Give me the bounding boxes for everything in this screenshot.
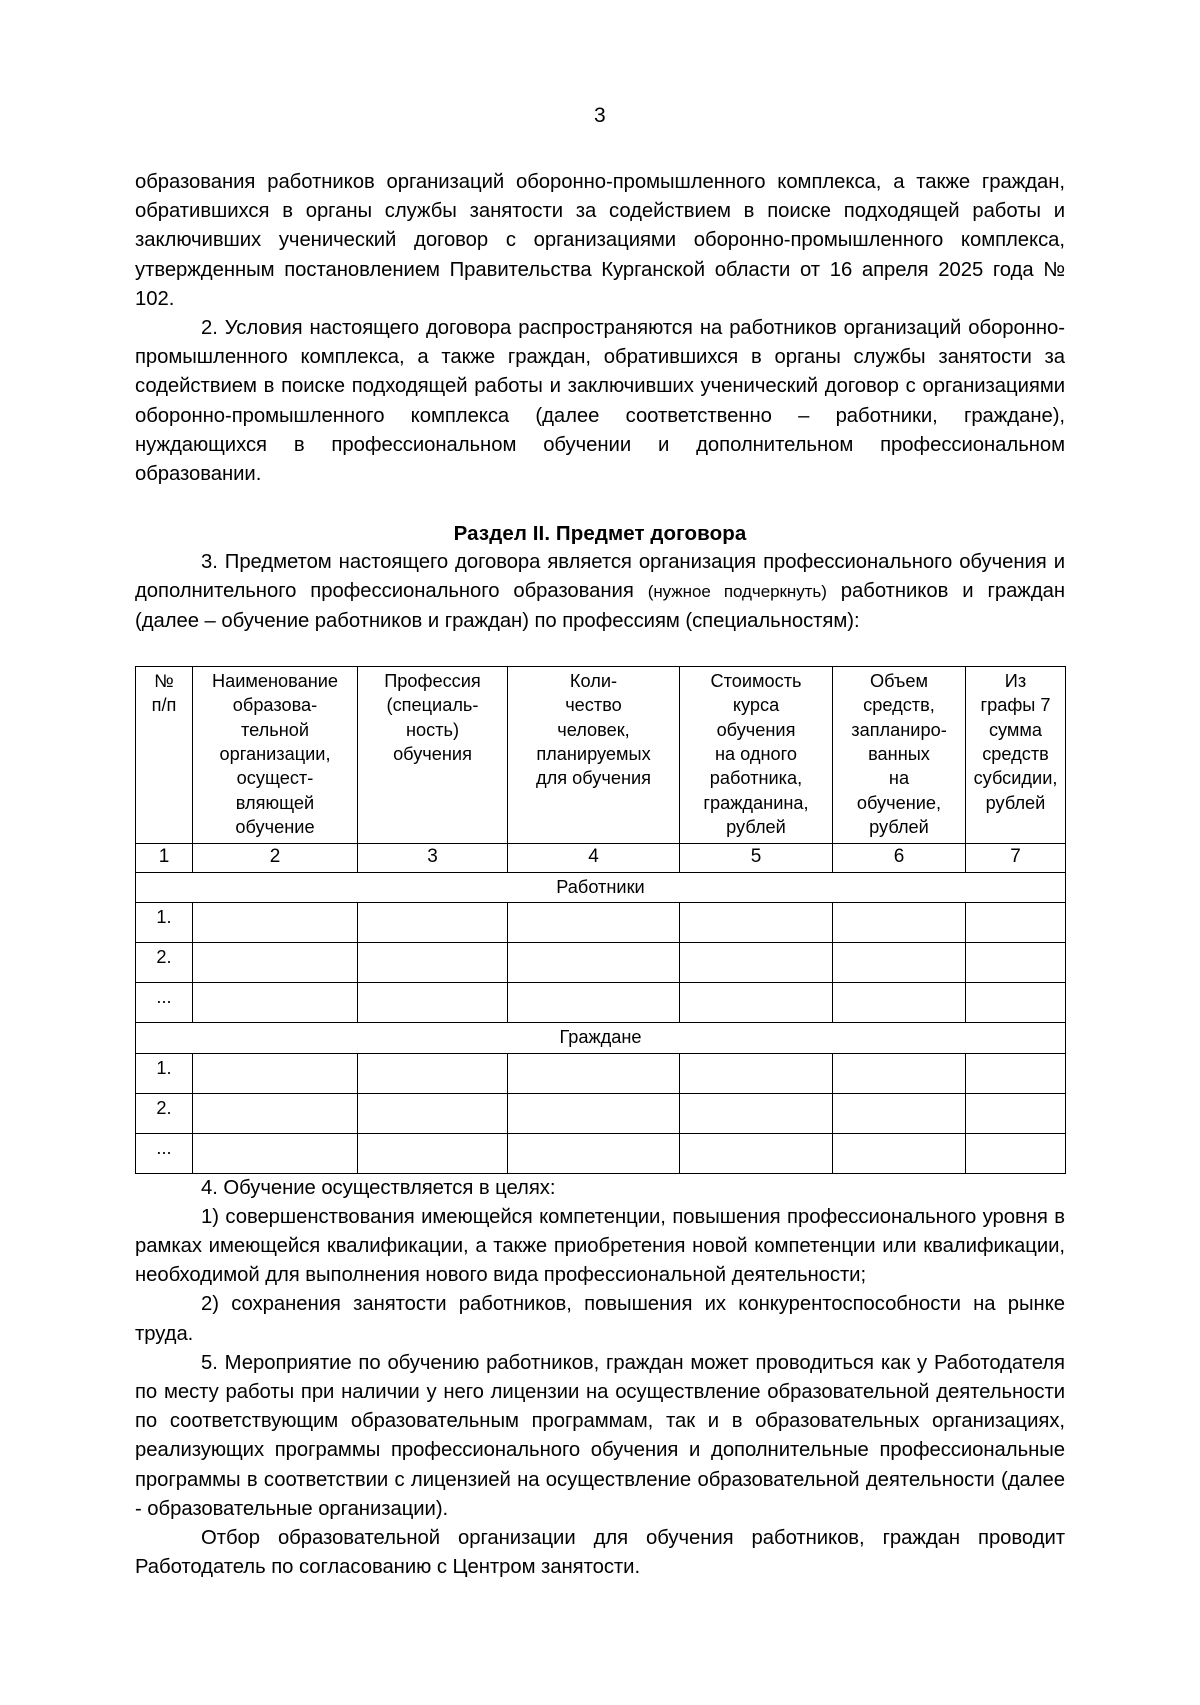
header-line: ность) xyxy=(405,719,460,740)
cell-empty[interactable] xyxy=(966,1093,1066,1133)
header-line: графы 7 xyxy=(980,695,1051,716)
header-line: рублей xyxy=(726,817,786,838)
page-number: 3 xyxy=(594,104,606,127)
clause-3-inline-note: (нужное подчеркнуть) xyxy=(647,582,827,602)
table-header-cell-1 xyxy=(136,666,193,843)
header-line: запланиро- xyxy=(851,719,947,740)
table-header-cell-3 xyxy=(358,666,508,843)
cell-empty[interactable] xyxy=(358,943,508,983)
header-line: Объем xyxy=(870,670,928,691)
header-line: вляющей xyxy=(235,792,315,813)
paragraph-clause-3 xyxy=(135,548,1065,636)
header-line: обучение, xyxy=(856,792,942,813)
table-header-cell-5 xyxy=(680,666,833,843)
section-heading: Раздел II. Предмет договора xyxy=(453,522,747,546)
cell-empty[interactable] xyxy=(193,1053,358,1093)
cell-empty[interactable] xyxy=(966,903,1066,943)
cell-empty[interactable] xyxy=(358,1053,508,1093)
header-line: обучения xyxy=(393,744,472,765)
column-number: 7 xyxy=(966,843,1066,872)
cell-empty[interactable] xyxy=(193,943,358,983)
table-row xyxy=(136,943,1066,983)
header-line: образова- xyxy=(232,695,318,716)
header-line: на xyxy=(888,768,910,789)
column-number: 4 xyxy=(508,843,680,872)
row-number: ... xyxy=(136,1133,193,1173)
table-row xyxy=(136,1133,1066,1173)
table-row xyxy=(136,903,1066,943)
cell-empty[interactable] xyxy=(680,943,833,983)
cell-empty[interactable] xyxy=(193,983,358,1023)
column-number: 2 xyxy=(193,843,358,872)
training-plan-table xyxy=(135,666,1066,1174)
header-line: рублей xyxy=(985,792,1046,813)
header-line: средств, xyxy=(863,695,935,716)
header-line: планируемых xyxy=(536,744,651,765)
header-line: организации, xyxy=(219,744,331,765)
cell-empty[interactable] xyxy=(966,1133,1066,1173)
row-number: 2. xyxy=(136,943,193,983)
paragraph-clause-5-continued: Отбор образовательной организации для обучения работников, граждан проводит Работодатель по согласованию с Центром занятости. xyxy=(135,1526,1065,1579)
paragraph-clause-5: 5. Мероприятие по обучению работников, граждан может проводиться как у Работодателя по месту работы при наличии у него лицензии на осуществление образовательной деятельности по соответствующим образовательным программам, так и в образовательных организациях, реализующих программы профессионального обучения и дополнительные профессиональные программы в соответствии с лицензией на осуществление образовательной деятельности (далее - образовательные организации). xyxy=(135,1351,1065,1520)
paragraph-clause-4-2: 2) сохранения занятости работников, повышения их конкурентоспособности на рынке труда. xyxy=(135,1293,1065,1345)
table-header-cell-6 xyxy=(833,666,966,843)
cell-empty[interactable] xyxy=(966,943,1066,983)
table-group-header-row xyxy=(136,1023,1066,1053)
header-line: средств xyxy=(982,744,1049,765)
column-number: 3 xyxy=(358,843,508,872)
cell-empty[interactable] xyxy=(358,903,508,943)
paragraph-clause-2: 2. Условия настоящего договора распространяются на работников организаций оборонно-промышленного комплекса, а также граждан, обратившихся в органы службы занятости за содействием в поиске подходящей работы и заключивших ученический договор с организациями оборонно-промышленного комплекса (далее соответственно – работники, граждане), нуждающихся в профессиональном обучении и дополнительном профессиональном образовании. xyxy=(135,317,1065,486)
row-number: ... xyxy=(136,983,193,1023)
header-line: (специаль- xyxy=(386,695,479,716)
table-header xyxy=(136,666,1066,872)
header-line: чество xyxy=(565,695,622,716)
header-line: обучение xyxy=(235,817,315,838)
table-header-cell-7 xyxy=(966,666,1066,843)
header-line: обучения xyxy=(716,719,796,740)
column-number: 6 xyxy=(833,843,966,872)
table-row xyxy=(136,1093,1066,1133)
cell-empty[interactable] xyxy=(193,903,358,943)
paragraph-clause-4: 4. Обучение осуществляется в целях: xyxy=(201,1176,556,1199)
header-line: гражданина, xyxy=(703,792,809,813)
column-number: 1 xyxy=(136,843,193,872)
header-line: Наименование xyxy=(211,670,339,691)
cell-empty[interactable] xyxy=(508,1133,680,1173)
paragraph-continued: образования работников организаций оборонно-промышленного комплекса, а также граждан, обратившихся в органы службы занятости за содействием в поиске подходящей работы и заключивших ученический договор с организациями оборонно-промышленного комплекса, утвержденным постановлением Правительства Курганской области от 16 апреля 2025 года № 102. xyxy=(135,171,1065,310)
header-line: Стоимость xyxy=(710,670,802,691)
paragraph-clause-4-1: 1) совершенствования имеющейся компетенции, повышения профессионального уровня в рамках имеющейся квалификации, а также приобретения новой компетенции или квалификации, необходимой для выполнения нового вида профессиональной деятельности; xyxy=(135,1205,1065,1287)
header-line: субсидии, xyxy=(973,768,1058,789)
table-group-header-row xyxy=(136,872,1066,902)
header-line: осущест- xyxy=(236,768,314,789)
cell-empty[interactable] xyxy=(680,983,833,1023)
row-number: 2. xyxy=(136,1093,193,1133)
header-line: для обучения xyxy=(536,768,651,789)
table-row xyxy=(136,1053,1066,1093)
header-line: курса xyxy=(732,695,780,716)
cell-empty[interactable] xyxy=(358,1093,508,1133)
table-header-cell-4 xyxy=(508,666,680,843)
header-line: ванных xyxy=(868,744,930,765)
cell-empty[interactable] xyxy=(833,943,966,983)
header-line: на одного xyxy=(714,744,798,765)
header-line: тельной xyxy=(240,719,310,740)
document-content xyxy=(135,168,1065,1582)
cell-empty[interactable] xyxy=(833,1133,966,1173)
table-column-number-row xyxy=(136,843,1066,872)
header-line: рублей xyxy=(869,817,929,838)
clause-3-text-part-1: 3. Предметом настоящего договора является организация профессионального обучения и дополнительного профессионального образования xyxy=(135,551,1065,603)
cell-empty[interactable] xyxy=(358,983,508,1023)
cell-empty[interactable] xyxy=(508,1053,680,1093)
column-number: 5 xyxy=(680,843,833,872)
table-row xyxy=(136,983,1066,1023)
header-line: работника, xyxy=(709,768,803,789)
cell-empty[interactable] xyxy=(833,983,966,1023)
header-line: № xyxy=(154,670,174,691)
cell-empty[interactable] xyxy=(680,903,833,943)
table-header-row xyxy=(136,666,1066,843)
cell-empty[interactable] xyxy=(508,943,680,983)
cell-empty[interactable] xyxy=(508,983,680,1023)
header-line: п/п xyxy=(151,695,177,716)
cell-empty[interactable] xyxy=(680,1053,833,1093)
group-label-citizens: Граждане xyxy=(136,1023,1066,1053)
header-line: сумма xyxy=(988,719,1043,740)
cell-empty[interactable] xyxy=(833,903,966,943)
cell-empty[interactable] xyxy=(680,1093,833,1133)
header-line: человек, xyxy=(557,719,630,740)
cell-empty[interactable] xyxy=(193,1133,358,1173)
clause-3-text-part-2: работников и граждан (далее – обучение работников и граждан) по профессиям (специальностям): xyxy=(135,580,1065,632)
cell-empty[interactable] xyxy=(358,1133,508,1173)
header-line: Из xyxy=(1004,670,1027,691)
group-label-workers: Работники xyxy=(136,872,1066,902)
table-header-cell-2 xyxy=(193,666,358,843)
cell-empty[interactable] xyxy=(193,1093,358,1133)
row-number: 1. xyxy=(136,1053,193,1093)
row-number: 1. xyxy=(136,903,193,943)
cell-empty[interactable] xyxy=(833,1093,966,1133)
cell-empty[interactable] xyxy=(680,1133,833,1173)
cell-empty[interactable] xyxy=(508,903,680,943)
table-body xyxy=(136,872,1066,1173)
cell-empty[interactable] xyxy=(833,1053,966,1093)
cell-empty[interactable] xyxy=(508,1093,680,1133)
cell-empty[interactable] xyxy=(966,1053,1066,1093)
header-line: Коли- xyxy=(569,670,618,691)
cell-empty[interactable] xyxy=(966,983,1066,1023)
header-line: Профессия xyxy=(384,670,481,691)
